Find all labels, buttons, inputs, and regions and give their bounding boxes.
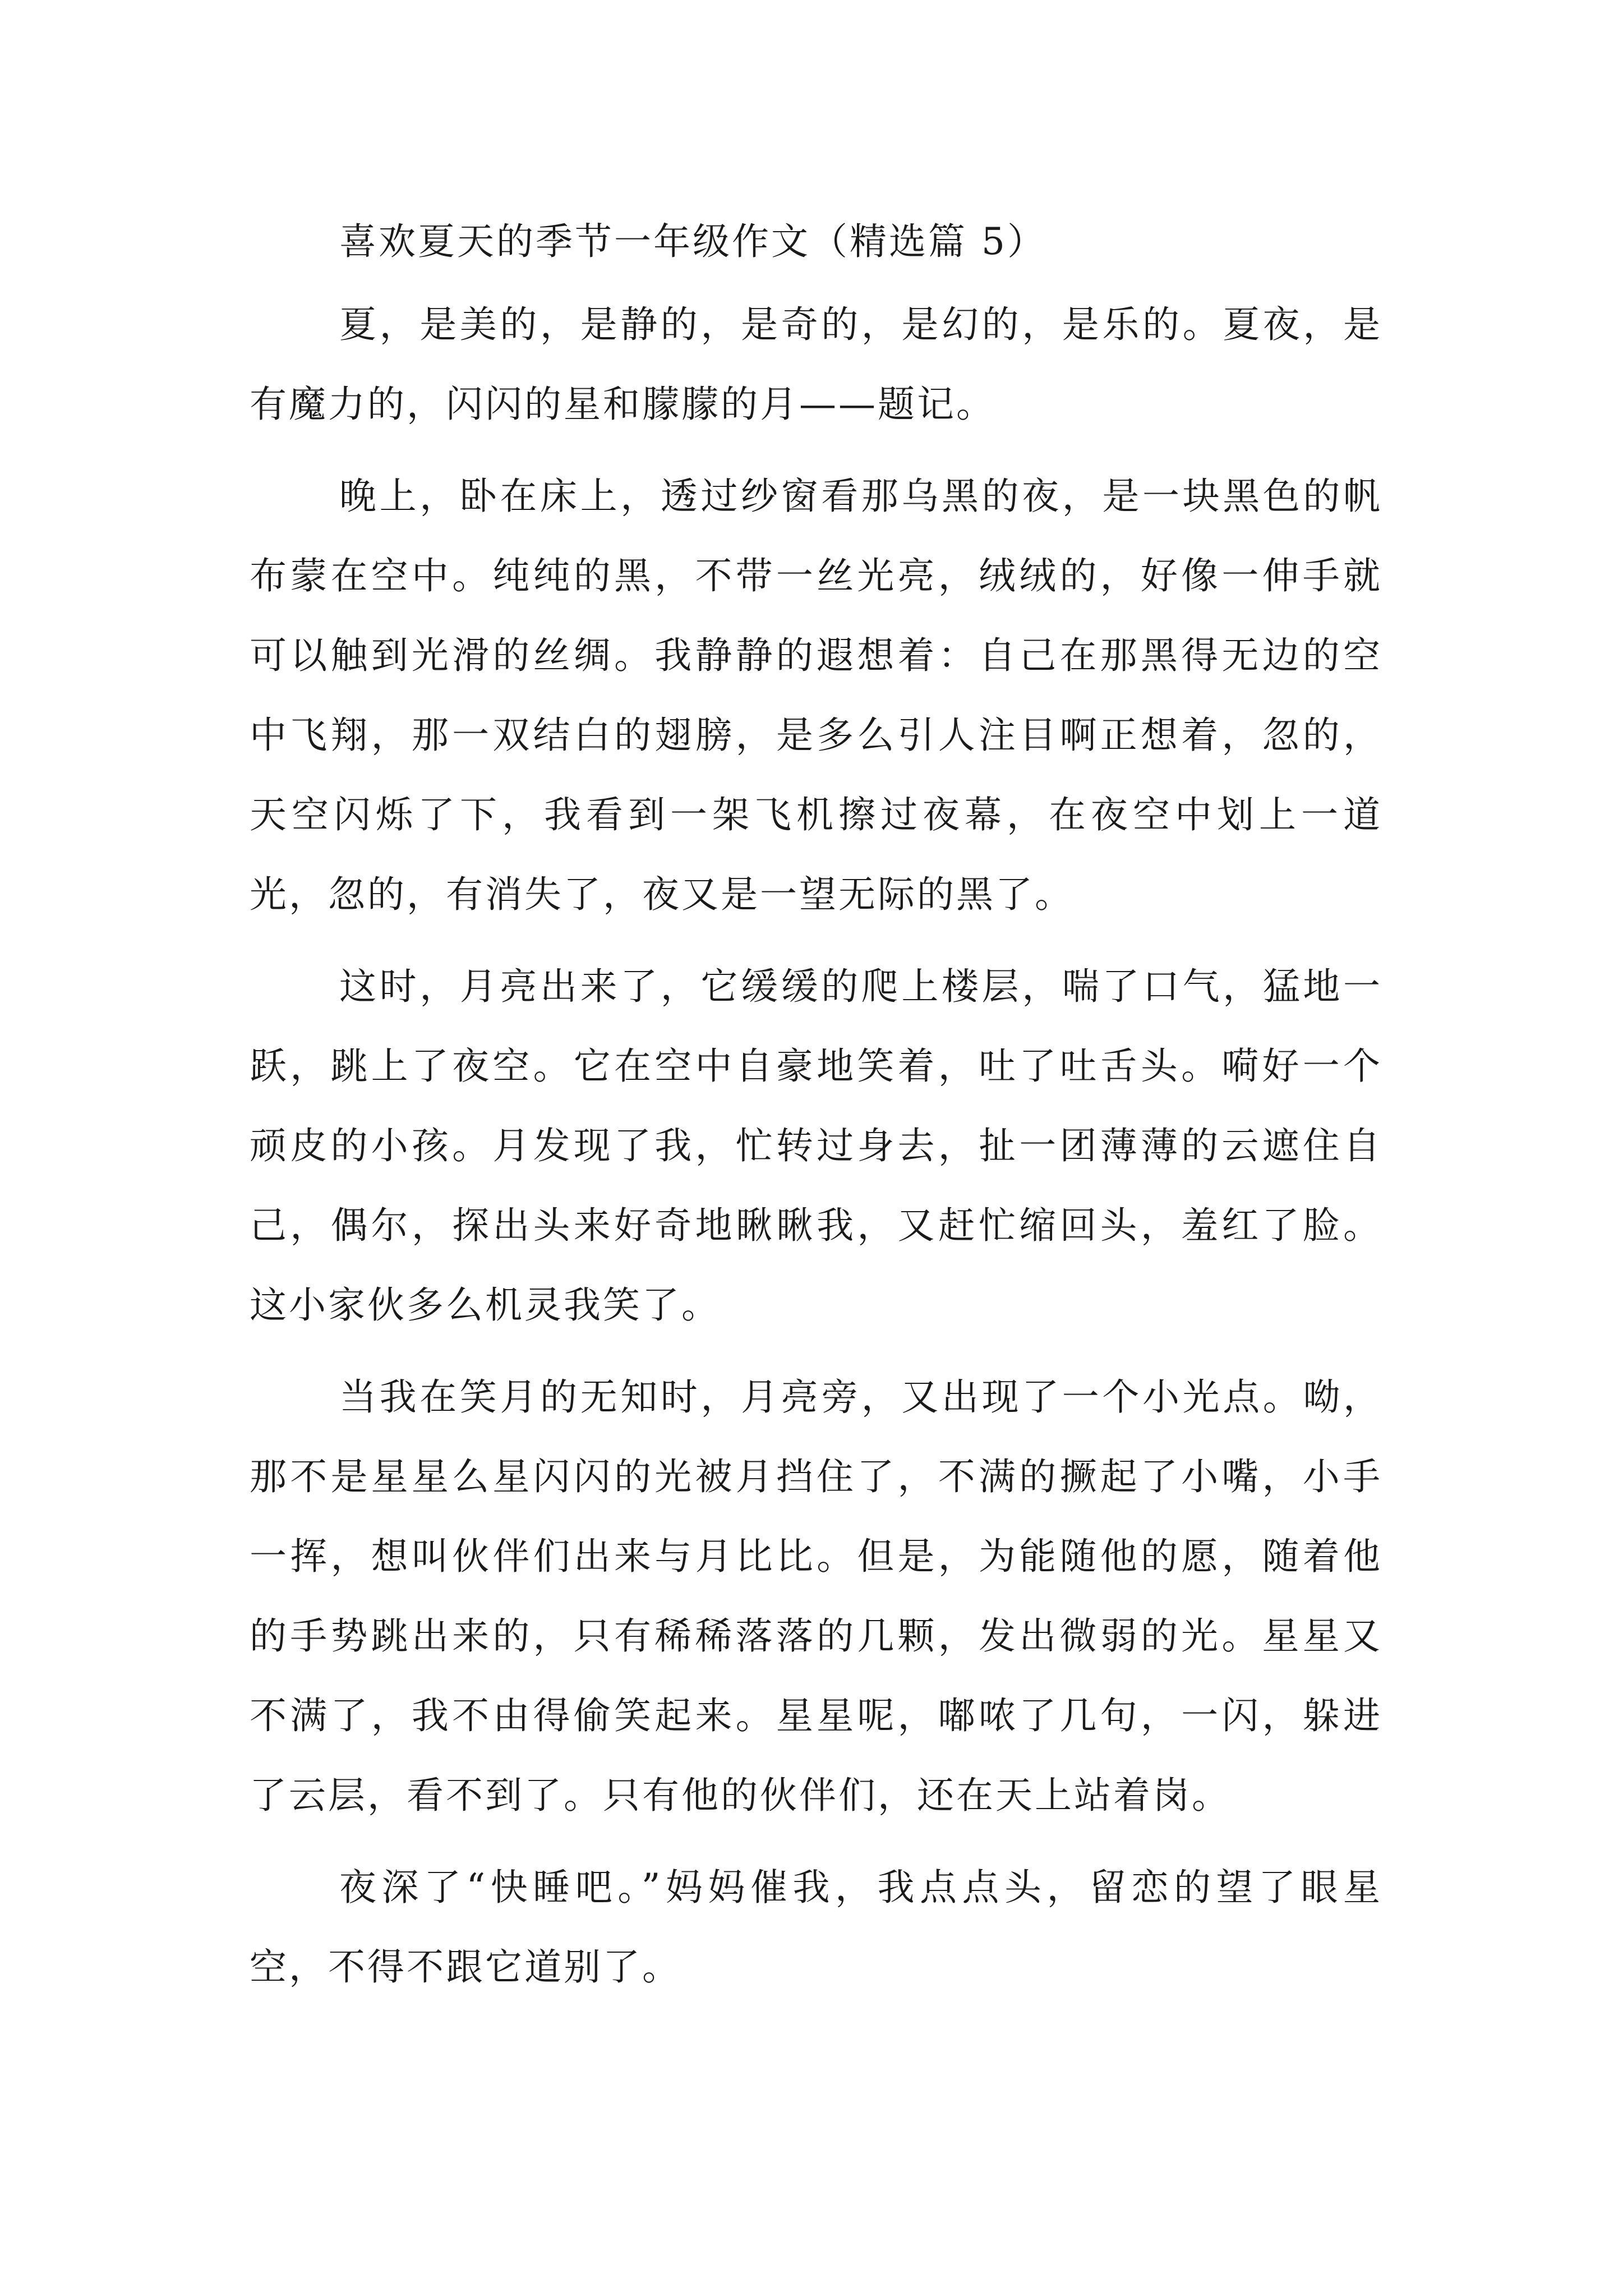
paragraph-3: 这时，月亮出来了，它缓缓的爬上楼层，喘了口气，猛地一跃，跳上了夜空。它在空中自豪地笑着，吐了吐舌头。嗬好一个顽皮的小孩。月发现了我，忙转过身去，扯一团薄薄的云遮住自己，偶尔，探出头来好奇地瞅瞅我，又赶忙缩回头，羞红了脸。这小家伙多么机灵我笑了。 [250,965,1382,1327]
document-body [250,202,1382,2007]
paragraph-4: 当我在笑月的无知时，月亮旁，又出现了一个小光点。呦，那不是星星么星闪闪的光被月挡住了，不满的撅起了小嘴，小手一挥，想叫伙伴们出来与月比比。但是，为能随他的愿，随着他的手势跳出来的，只有稀稀落落的几颗，发出微弱的光。星星又不满了，我不由得偷笑起来。星星呢，嘟哝了几句，一闪，躲进了云层，看不到了。只有他的伙伴们，还在天上站着岗。 [250,1375,1382,1817]
essay-title: 喜欢夏天的季节一年级作文（精选篇 5） [339,220,1046,263]
paragraph-2: 晚上，卧在床上，透过纱窗看那乌黑的夜，是一块黑色的帆布蒙在空中。纯纯的黑，不带一丝光亮，绒绒的，好像一伸手就可以触到光滑的丝绸。我静静的遐想着：自己在那黑得无边的空中飞翔，那一双结白的翅膀，是多么引人注目啊正想着，忽的，天空闪烁了下，我看到一架飞机擦过夜幕，在夜空中划上一道光，忽的，有消失了，夜又是一望无际的黑了。 [250,475,1382,916]
paragraph-1: 夏，是美的，是静的，是奇的，是幻的，是乐的。夏夜，是有魔力的，闪闪的星和朦朦的月——题记。 [250,303,1382,426]
paragraph-5: 夜深了“快睡吧。”妈妈催我，我点点头，留恋的望了眼星空，不得不跟它道别了。 [250,1866,1382,1989]
